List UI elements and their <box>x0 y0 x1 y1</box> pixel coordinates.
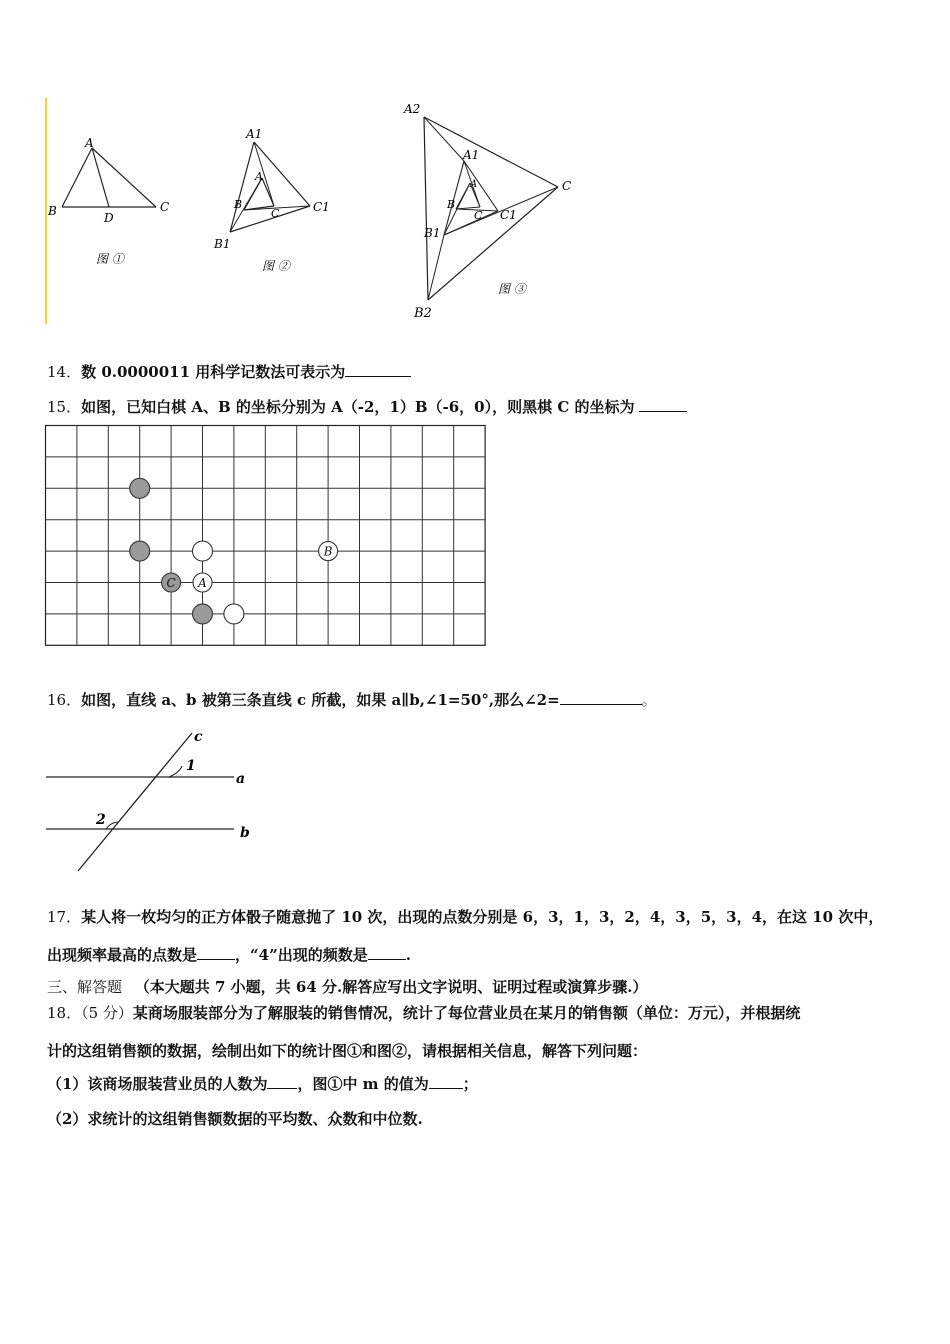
fig3-link-2 <box>428 235 444 300</box>
question-17-line1 <box>47 906 883 927</box>
fig3-label-a2: A2 <box>404 102 421 116</box>
q16-end: 。 <box>641 691 657 709</box>
q17-line2a: 出现频率最高的点数是 <box>47 946 198 964</box>
fig3-link-1 <box>424 117 464 161</box>
label-c: c <box>194 729 203 745</box>
q18-line2: 计的这组销售额的数据，绘制出如下的统计图①和图②，请根据相关信息，解答下列问题： <box>47 1042 648 1060</box>
q14-answer-blank[interactable] <box>345 362 411 377</box>
q16-answer-blank[interactable] <box>560 690 642 705</box>
fig2-edge-a1b1 <box>230 142 254 232</box>
q15-number: 15． <box>47 398 82 416</box>
fig3-label-b1: B1 <box>424 226 441 240</box>
angle-1-arc <box>169 766 182 777</box>
label-b: b <box>240 825 250 841</box>
question-16 <box>47 689 657 710</box>
line-c <box>78 733 192 871</box>
question-18-part2 <box>47 1108 423 1129</box>
figure-1 <box>44 130 184 275</box>
q18-part2: （2）求统计的这组销售额数据的平均数、众数和中位数. <box>47 1110 423 1128</box>
go-board <box>44 424 488 650</box>
fig3-caption: 图 ③ <box>498 282 526 296</box>
fig1-label-d: D <box>104 211 114 225</box>
fig1-label-a: A <box>85 136 94 150</box>
question-17-line2 <box>47 944 411 965</box>
q17-number: 17． <box>47 908 82 926</box>
parallel-lines-figure <box>44 725 264 875</box>
fig1-median-ad <box>92 148 109 207</box>
fig3-label-a: A <box>470 179 478 190</box>
fig2-label-a: A <box>255 170 263 183</box>
q17-line2c: . <box>405 946 411 964</box>
q16-text: 如图，直线 a、b 被第三条直线 c 所截，如果 a∥b,∠1=50°,那么∠2= <box>81 691 560 709</box>
fig2-caption: 图 ② <box>262 259 290 273</box>
fig1-label-b: B <box>48 204 57 218</box>
fig2-label-b: B <box>234 198 243 211</box>
question-15 <box>47 396 687 417</box>
fig3-label-b: B <box>447 198 456 211</box>
fig1-edge-ab <box>62 148 92 207</box>
q14-text: 数 0.0000011 用科学记数法可表示为 <box>81 363 346 381</box>
fig1-edge-ac <box>92 148 156 207</box>
black-stone <box>130 541 150 561</box>
section-3-note: （本大题共 7 小题，共 64 分.解答应写出文字说明、证明过程或演算步骤.） <box>134 978 648 996</box>
figure-2 <box>210 120 345 280</box>
q18-part1c: ； <box>462 1075 478 1093</box>
fig3-label-a1: A1 <box>463 148 480 162</box>
q17-line1: 某人将一枚均匀的正方体骰子随意抛了 10 次，出现的点数分别是 6，3，1，3，2，4，3，5，3，4，在这 10 次中， <box>81 908 884 926</box>
section-3-title: 三、解答题 <box>47 978 123 996</box>
fig2-label-c: C <box>271 207 280 220</box>
q17-blank-1[interactable] <box>197 945 235 960</box>
q18-blank-2[interactable] <box>429 1074 463 1089</box>
white-stone <box>193 541 213 561</box>
fig3-label-c: C <box>474 209 483 222</box>
question-18-line2 <box>47 1040 647 1061</box>
question-18-line1 <box>47 1002 800 1023</box>
q18-part1a: （1）该商场服装营业员的人数为 <box>47 1075 268 1093</box>
fig1-label-c: C <box>160 200 170 214</box>
question-14 <box>47 361 411 382</box>
fig3-label-c1: C1 <box>500 208 517 222</box>
fig2-label-b1: B1 <box>214 237 231 251</box>
black-stone <box>130 478 150 498</box>
label-angle-1: 1 <box>186 758 196 774</box>
q17-line2b: ，“4”出现的频数是 <box>235 946 368 964</box>
question-18-part1 <box>47 1073 478 1094</box>
q18-number: 18． <box>47 1004 82 1022</box>
fig3-label-c-outer: C <box>562 179 572 193</box>
label-angle-2: 2 <box>96 812 106 828</box>
q15-answer-blank[interactable] <box>639 397 687 412</box>
white-stone <box>224 604 244 624</box>
q15-text: 如图，已知白棋 A、B 的坐标分别为 A（-2，1）B（-6，0），则黑棋 C 的坐标为 <box>81 398 635 416</box>
fig3-edge-a2c <box>424 117 558 187</box>
section-3-header <box>47 976 647 997</box>
q18-part1b: ，图①中 m 的值为 <box>297 1075 429 1093</box>
q17-blank-2[interactable] <box>368 945 406 960</box>
fig3-edge-a2b2 <box>424 117 428 300</box>
fig3-label-b2: B2 <box>414 306 432 321</box>
q18-score: （5 分） <box>81 1004 133 1022</box>
fig1-caption: 图 ① <box>96 252 124 266</box>
figure-3 <box>400 95 590 330</box>
q14-number: 14． <box>47 363 82 381</box>
q18-line1: 某商场服装部分为了解服装的销售情况，统计了每位营业员在某月的销售额（单位：万元），并根据统 <box>132 1004 801 1022</box>
label-a: a <box>236 771 246 787</box>
fig2-label-a1: A1 <box>246 127 263 141</box>
stone-label-b: B <box>323 544 333 559</box>
q16-number: 16． <box>47 691 82 709</box>
stone-label-a: A <box>198 576 207 590</box>
black-stone <box>193 604 213 624</box>
fig2-label-c1: C1 <box>313 200 330 214</box>
q18-blank-1[interactable] <box>267 1074 297 1089</box>
stone-label-c: C <box>166 576 176 590</box>
